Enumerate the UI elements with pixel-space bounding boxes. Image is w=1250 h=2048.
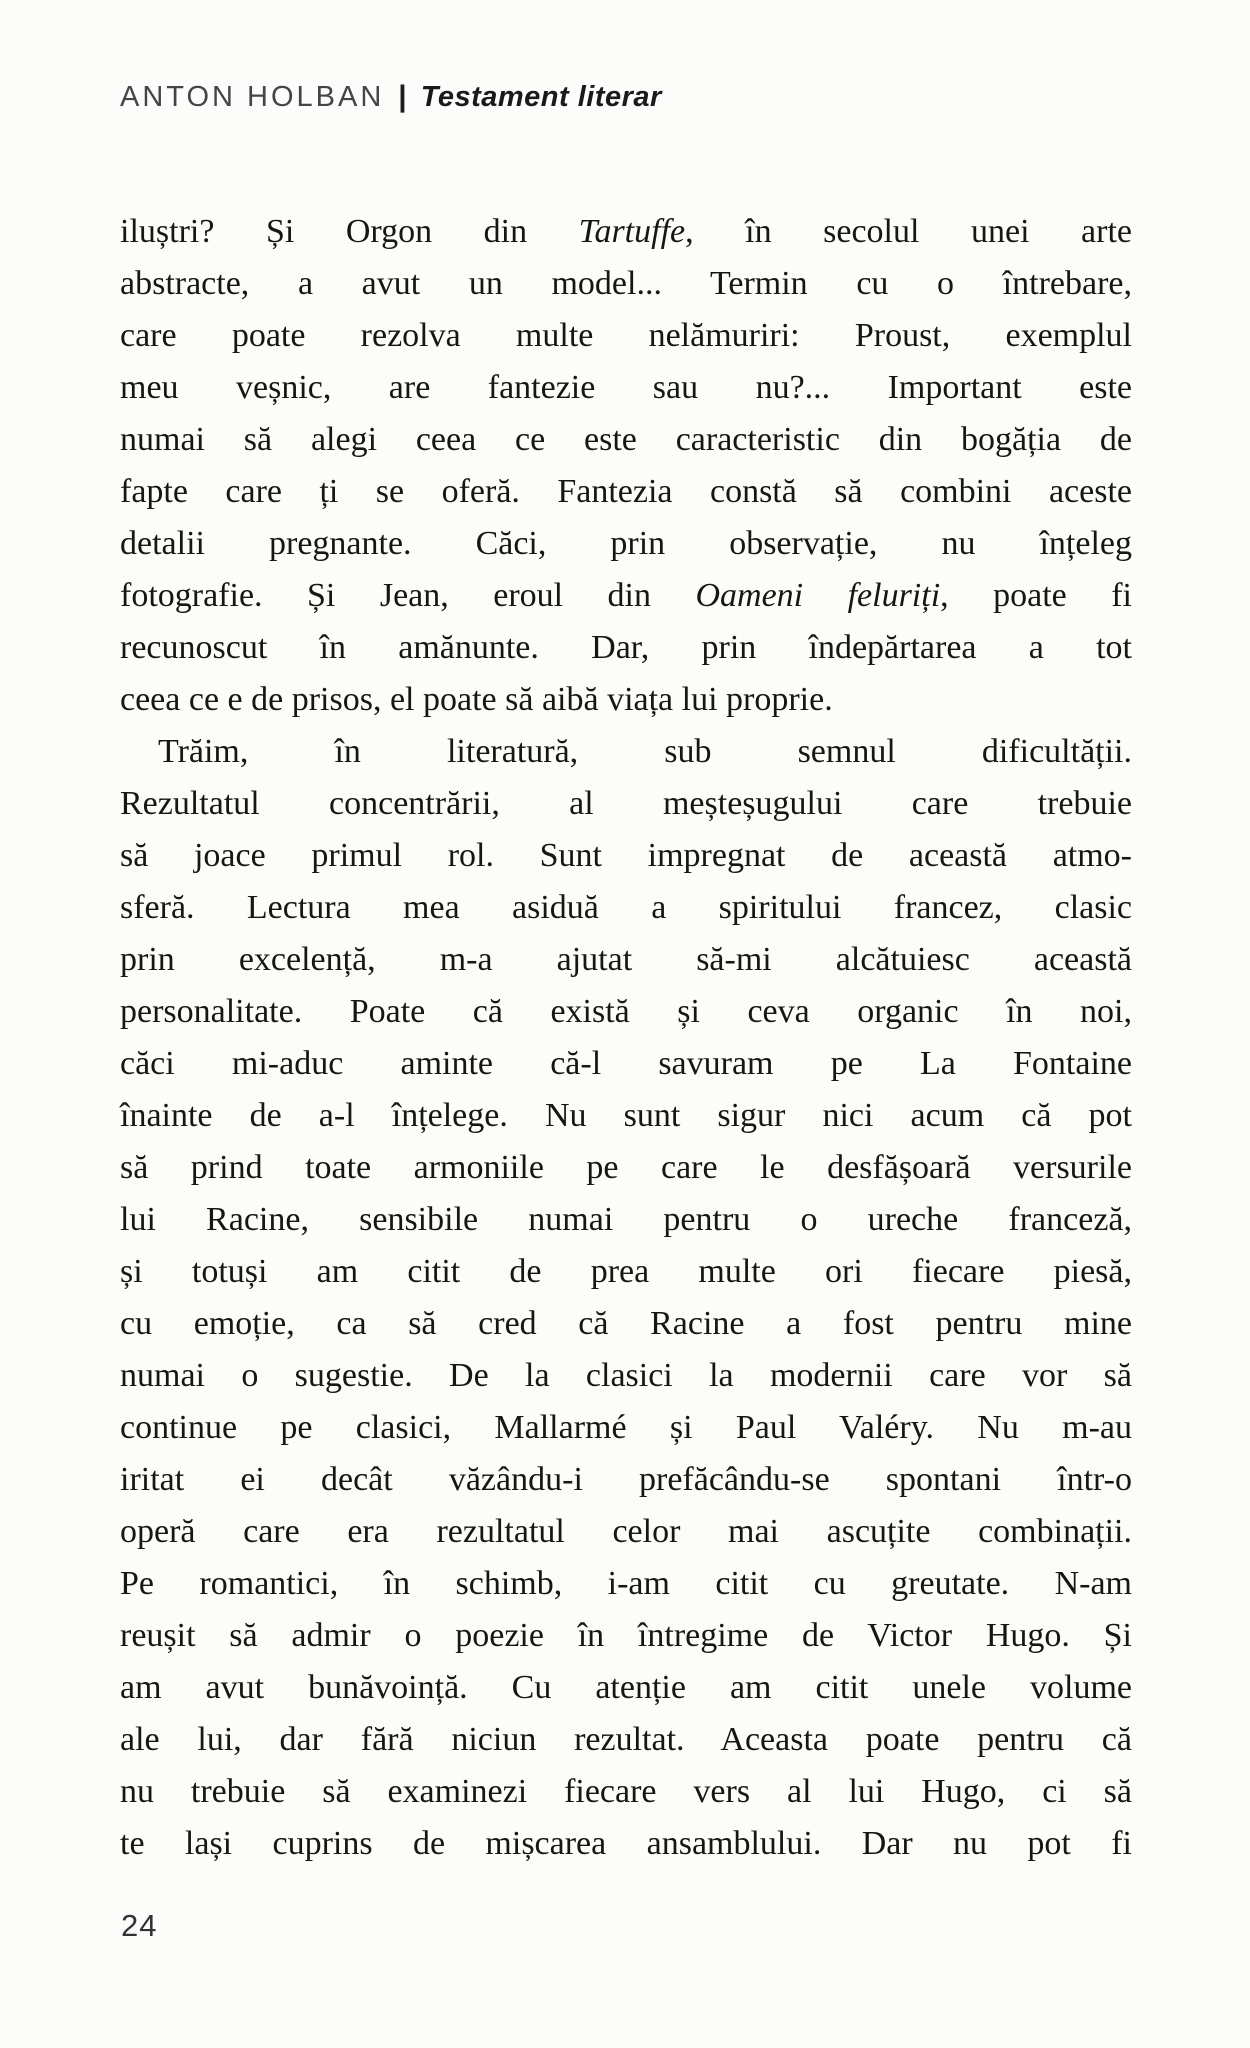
text-line (120, 1662, 1132, 1714)
text-line (120, 830, 1132, 882)
header-separator: | (398, 80, 407, 113)
text-run: căci mi-aduc aminte că-l savuram pe La Fontaine (120, 1045, 1132, 1082)
text-run: operă care era rezultatul celor mai ascuțite combinații. (120, 1513, 1132, 1550)
text-run: nu trebuie să examinezi fiecare vers al lui Hugo, ci să (120, 1773, 1132, 1810)
text-line (120, 206, 1132, 258)
text-run: care poate rezolva multe nelămuriri: Proust, exemplul (120, 317, 1132, 354)
text-line (120, 1818, 1132, 1870)
italic-work-title: Oameni feluriți (695, 577, 941, 614)
text-run: Trăim, în literatură, sub semnul dificultății. (158, 733, 1132, 770)
text-line (120, 622, 1132, 674)
text-line (120, 1350, 1132, 1402)
text-run: cu emoție, ca să cred că Racine a fost pentru mine (120, 1305, 1132, 1342)
text-run: iluștri? Și Orgon din (120, 213, 579, 250)
text-run: Pe romantici, în schimb, i-am citit cu greutate. N-am (120, 1565, 1132, 1602)
text-line (120, 1142, 1132, 1194)
book-title: Testament literar (420, 81, 662, 113)
text-run: iritat ei decât văzându-i prefăcându-se spontani într-o (120, 1461, 1132, 1498)
text-line (120, 1506, 1132, 1558)
text-run: reușit să admir o poezie în întregime de Victor Hugo. Și (120, 1617, 1132, 1654)
text-run: înainte de a-l înțelege. Nu sunt sigur nici acum că pot (120, 1097, 1132, 1134)
text-run: , poate fi (940, 577, 1132, 614)
text-block (120, 206, 1132, 1870)
text-run: am avut bunăvoință. Cu atenție am citit unele volume (120, 1669, 1132, 1706)
text-run: prin excelență, m-a ajutat să-mi alcătuiesc această (120, 941, 1132, 978)
text-run: fapte care ți se oferă. Fantezia constă să combini aceste (120, 473, 1132, 510)
text-line (120, 362, 1132, 414)
text-line (120, 1402, 1132, 1454)
text-line (120, 414, 1132, 466)
text-line (120, 1194, 1132, 1246)
text-line (120, 1090, 1132, 1142)
text-line (120, 518, 1132, 570)
text-run: Rezultatul concentrării, al meșteșugului care trebuie (120, 785, 1132, 822)
author-name: ANTON HOLBAN (120, 81, 385, 113)
text-run: continue pe clasici, Mallarmé și Paul Valéry. Nu m-au (120, 1409, 1132, 1446)
text-line (120, 1038, 1132, 1090)
text-line (120, 778, 1132, 830)
text-run: ceea ce e de prisos, el poate să aibă viața lui proprie. (120, 681, 833, 718)
text-run: meu veșnic, are fantezie sau nu?... Important este (120, 369, 1132, 406)
text-line (120, 466, 1132, 518)
page-number: 24 (121, 1908, 158, 1943)
italic-work-title: Tartuffe (578, 213, 686, 250)
text-line (120, 934, 1132, 986)
text-line (120, 986, 1132, 1038)
text-line (120, 1714, 1132, 1766)
text-line (120, 258, 1132, 310)
text-line (120, 570, 1132, 622)
text-run: abstracte, a avut un model... Termin cu o întrebare, (120, 265, 1132, 302)
text-run: detalii pregnante. Căci, prin observație, nu înțeleg (120, 525, 1132, 562)
text-run: , în secolul unei arte (685, 213, 1132, 250)
text-line (120, 1610, 1132, 1662)
text-run: numai să alegi ceea ce este caracteristic din bogăția de (120, 421, 1132, 458)
text-line (120, 1558, 1132, 1610)
text-run: să joace primul rol. Sunt impregnat de această atmo- (120, 837, 1132, 874)
text-line (120, 726, 1132, 778)
text-run: personalitate. Poate că există și ceva organic în noi, (120, 993, 1132, 1030)
text-run: recunoscut în amănunte. Dar, prin îndepărtarea a tot (120, 629, 1132, 666)
text-run: și totuși am citit de prea multe ori fiecare piesă, (120, 1253, 1132, 1290)
text-run: ale lui, dar fără niciun rezultat. Aceasta poate pentru că (120, 1721, 1132, 1758)
text-line (120, 1298, 1132, 1350)
text-run: fotografie. Și Jean, eroul din (120, 577, 696, 614)
text-line (120, 674, 1132, 726)
text-run: lui Racine, sensibile numai pentru o ureche franceză, (120, 1201, 1132, 1238)
text-line (120, 1246, 1132, 1298)
text-line (120, 1766, 1132, 1818)
text-run: să prind toate armoniile pe care le desfășoară versurile (120, 1149, 1132, 1186)
text-run: numai o sugestie. De la clasici la modernii care vor să (120, 1357, 1132, 1394)
text-line (120, 310, 1132, 362)
running-header (120, 80, 662, 114)
text-line (120, 1454, 1132, 1506)
text-run: te lași cuprins de mișcarea ansamblului. Dar nu pot fi (120, 1825, 1132, 1862)
text-line (120, 882, 1132, 934)
text-run: sferă. Lectura mea asiduă a spiritului francez, clasic (120, 889, 1132, 926)
